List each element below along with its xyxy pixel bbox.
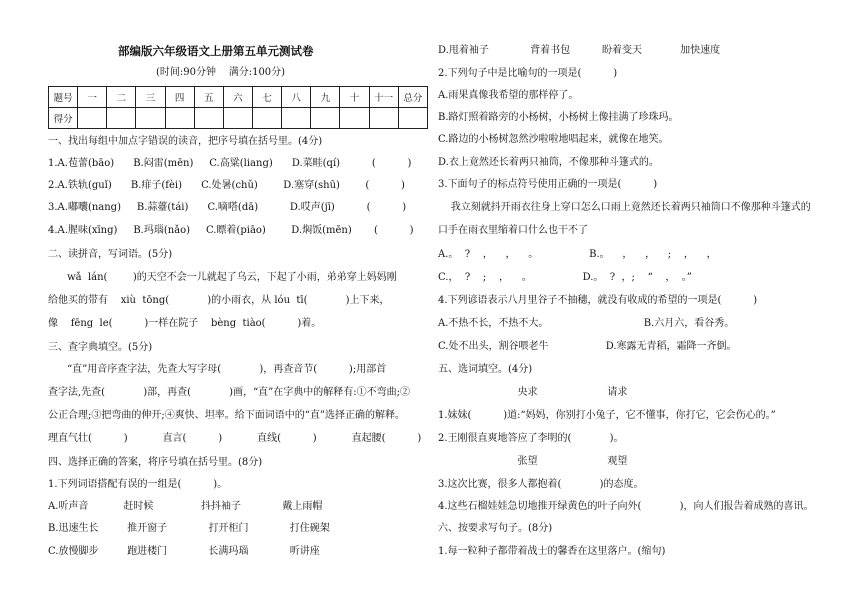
score-input-cell[interactable] [252, 108, 281, 129]
score-cell: 七 [252, 87, 281, 108]
score-input-cell[interactable] [282, 108, 311, 129]
score-input-cell[interactable] [78, 108, 107, 129]
question-line: 3.下面句子的标点符号使用正确的一项是( ) [438, 179, 658, 190]
section-1-title: 一、找出每组中加点字错误的读音，把序号填在括号里。(4分) [48, 136, 323, 147]
question-line: 1.每一粒种子都带着战士的馨香在这里落户。(缩句) [438, 546, 666, 557]
page-title: 部编版六年级语文上册第五单元测试卷 [118, 44, 314, 58]
exam-time-info: (时间:90分钟 满分:100分) [156, 67, 286, 78]
score-input-cell[interactable] [398, 108, 427, 129]
score-table-score-row [49, 108, 428, 129]
question-line: 1.下列词语搭配有误的一组是( )。 [48, 479, 228, 490]
score-cell: 二 [107, 87, 136, 108]
question-line: 4.A.腥味(xīng) B.玛瑙(nǎo) C.瞟着(piāo) D.焖饭(mēn) ( ) [48, 225, 414, 236]
score-cell: 十一 [369, 87, 398, 108]
section-6-title: 六、按要求写句子。(8分) [438, 523, 553, 534]
question-line: 4.这些石榴娃娃急切地推开绿黄色的叶子向外( )，向人们报告着成熟的喜讯。 [438, 501, 814, 512]
question-line: 3.这次比赛，很多人都抱着( )的态度。 [438, 479, 644, 490]
score-input-cell[interactable] [107, 108, 136, 129]
question-line: wǎ lán( )的天空不会一儿就起了乌云，下起了小雨，弟弟穿上妈妈刚 [48, 272, 397, 283]
score-input-cell[interactable] [136, 108, 165, 129]
word-choices: 张望 观望 [438, 456, 628, 467]
question-line: 口手在雨衣里缩着口什么也干不了 [438, 225, 588, 236]
option-line: B.路灯照着路旁的小杨树，小杨树上像挂满了珍珠玛。 [438, 112, 679, 123]
question-line: 2.A.铁轨(guǐ) B.痱子(fèi) C.处暑(chǔ) D.塞穿(shū) ( ) [48, 180, 405, 191]
section-4-title: 四、选择正确的答案，将序号填在括号里。(8分) [48, 457, 263, 468]
score-cell: 九 [311, 87, 340, 108]
score-input-cell[interactable] [369, 108, 398, 129]
question-line: “直”用音序查字法，先查大写字母( )，再查音节( );用部首 [48, 364, 387, 375]
option-line: C.放慢脚步 跑进楼门 长满玛瑙 听讲座 [48, 546, 320, 557]
score-cell: 一 [78, 87, 107, 108]
score-cell: 五 [194, 87, 223, 108]
score-input-cell[interactable] [311, 108, 340, 129]
option-line: C.处不出头，割谷喂老牛 D.寒露无青稻，霜降一齐倒。 [438, 341, 737, 352]
option-line: A.雨果真像我希望的那样停了。 [438, 90, 579, 101]
score-cell: 六 [223, 87, 252, 108]
option-line: A.不热不长，不热不大。 B.六月六，看谷秀。 [438, 318, 735, 329]
question-line: 查字法,先查( )部，再查( )画，“直”在字典中的解释有:①不弯曲;② [48, 387, 411, 398]
option-line: A.听声音 赶时候 抖抖袖子 戴上雨帽 [48, 501, 323, 512]
score-cell: 得分 [49, 108, 78, 129]
score-cell: 十 [340, 87, 369, 108]
question-line: 1.A.苞蕾(bāo) B.闷雷(mēn) C.高粱(liang) D.菜畦(qí) ( ) [48, 158, 412, 169]
option-line: C.， ? ; ， 。 D.。 ? ，; “ ， 。” [438, 272, 692, 283]
question-line: 公正合理;③把弯曲的伸开;④爽快、坦率。给下面词语中的“直”选择正确的解释。 [48, 410, 405, 421]
score-cell: 八 [282, 87, 311, 108]
score-input-cell[interactable] [223, 108, 252, 129]
option-line: D.甩着袖子 背着书包 盼着变天 加快速度 [438, 45, 721, 56]
question-line: 我立刻就抖开雨衣往身上穿口怎么口雨上竟然还长着两只袖筒口不像那种斗篷式的 [438, 202, 811, 213]
score-cell: 三 [136, 87, 165, 108]
question-line: 3.A.嘟囔(nang) B.蒜薹(tái) C.嘀嗒(dā) D.哎声(jī) ( ) [48, 202, 407, 213]
option-line: B.迅速生长 推开窗子 打开柜门 打住碗架 [48, 523, 330, 534]
question-line: 2.王刚很直爽地答应了李明的( )。 [438, 433, 624, 444]
score-cell: 题号 [49, 87, 78, 108]
score-input-cell[interactable] [165, 108, 194, 129]
word-choices: 央求 请求 [438, 387, 628, 398]
score-table [48, 86, 428, 129]
question-line: 4.下列谚语表示八月里谷子不抽穗，就没有收成的希望的一项是( ) [438, 295, 758, 306]
question-line: 理直气壮( ) 直言( ) 直线( ) 直起腰( ) [48, 433, 422, 444]
section-5-title: 五、选词填空。(4分) [438, 364, 533, 375]
option-line: D.衣上竟然还长着两只袖筒，不像那种斗篷式的。 [438, 157, 659, 168]
score-input-cell[interactable] [194, 108, 223, 129]
section-3-title: 三、查字典填空。(5分) [48, 342, 153, 353]
score-cell: 总分 [398, 87, 427, 108]
option-line: C.路边的小杨树忽然沙啦啦地唱起来，就像在地笑。 [438, 134, 669, 145]
score-table-header-row [49, 87, 428, 108]
question-line: 像 fēng le( )一样在院子 bèng tiào( )着。 [48, 318, 322, 329]
section-2-title: 二、读拼音，写词语。(5分) [48, 249, 173, 260]
question-line: 2.下列句子中是比喻句的一项是( ) [438, 68, 618, 79]
question-line: 给他买的带有 xiù tōng( )的小雨衣，从 lóu tī( )上下来， [48, 295, 390, 306]
score-cell: 四 [165, 87, 194, 108]
question-line: 1.妹妹( )道:“妈妈，你别打小兔子，它不懂事，你打它，它会伤心的。” [438, 410, 776, 421]
score-input-cell[interactable] [340, 108, 369, 129]
option-line: A.。 ? ， ， 。 B.。 ， ， ; ， ， [438, 249, 717, 260]
